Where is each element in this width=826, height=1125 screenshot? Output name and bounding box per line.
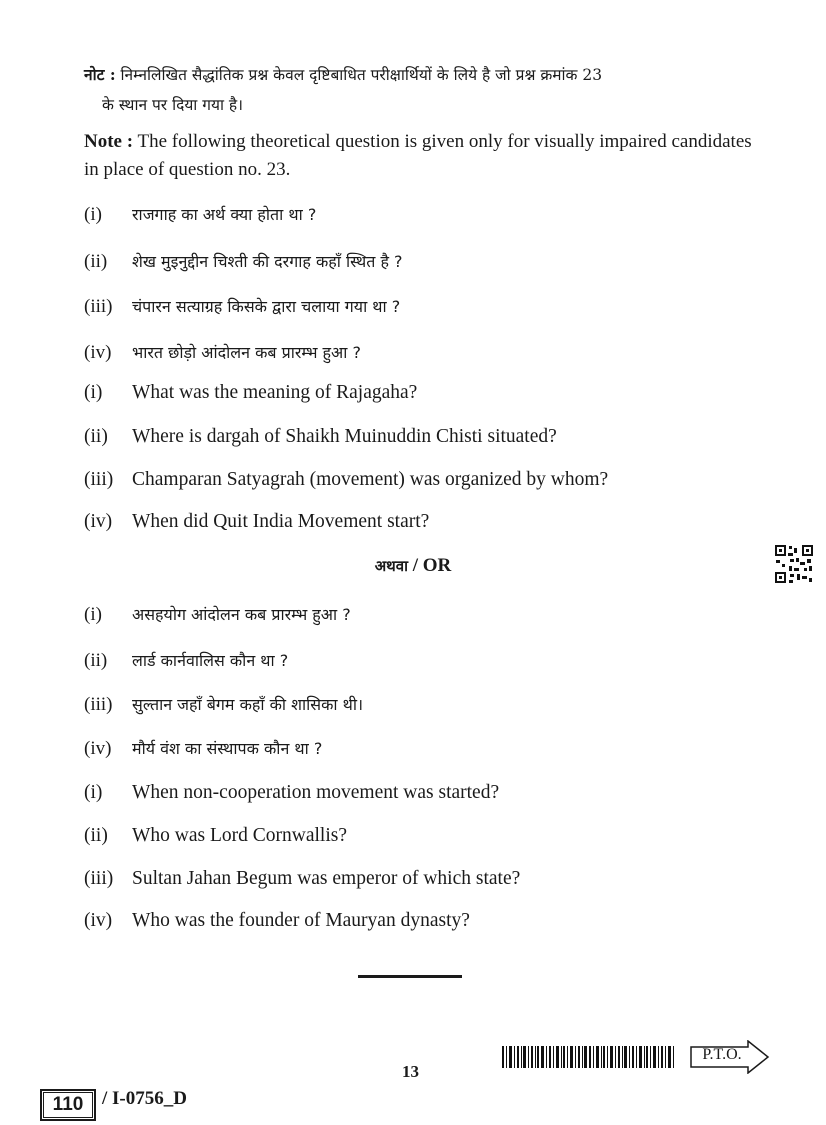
page-number: 13 [402, 1062, 419, 1081]
note-hindi-line2: के स्थान पर दिया गया है। [102, 96, 244, 114]
question-text: What was the meaning of Rajagaha? [132, 382, 418, 403]
question-number: (iv) [84, 511, 113, 532]
question-number: (iii) [84, 694, 113, 715]
question-number: (ii) [84, 825, 108, 846]
note-english-lead: Note : [84, 131, 134, 152]
or-hindi: अथवा [374, 557, 408, 575]
paper-code-box: 110 [40, 1089, 96, 1121]
question-text: राजगाह का अर्थ क्या होता था ? [132, 205, 317, 224]
question-number: (ii) [84, 251, 108, 272]
note-hindi-lead: नोट : [84, 65, 116, 84]
question-hi-8 [84, 737, 322, 760]
question-hi-4 [84, 341, 361, 364]
pto-label: P.T.O. [702, 1046, 742, 1063]
question-text: Who was Lord Cornwallis? [132, 825, 347, 846]
question-en-1 [84, 382, 417, 404]
question-text: सुल्तान जहाँ बेगम कहाँ की शासिका थी। [132, 695, 364, 714]
question-number: (iii) [84, 296, 113, 317]
question-number: (i) [84, 604, 102, 625]
question-hi-6 [84, 649, 288, 672]
or-english: OR [422, 555, 452, 576]
question-text: लार्ड कार्नवालिस कौन था ? [132, 651, 289, 670]
question-en-5 [84, 782, 499, 804]
question-en-3 [84, 469, 608, 491]
question-number: (iv) [84, 910, 113, 931]
question-en-2 [84, 426, 557, 448]
note-english-text: The following theoretical question is given only for visually impaired candidates in place of question no. 23. [84, 131, 752, 180]
question-hi-7 [84, 693, 363, 716]
qr-code-icon [774, 544, 814, 584]
question-number: (iii) [84, 868, 114, 889]
question-text: Where is dargah of Shaikh Muinuddin Chisti situated? [132, 426, 557, 447]
question-hi-3 [84, 295, 400, 318]
end-of-section-rule [358, 975, 462, 978]
question-text: Sultan Jahan Begum was emperor of which state? [132, 868, 521, 889]
question-hi-2 [84, 250, 403, 273]
question-text: शेख मुइनुद्दीन चिश्ती की दरगाह कहाँ स्थित है ? [132, 252, 403, 271]
question-text: When non-cooperation movement was started? [132, 782, 500, 803]
question-en-6 [84, 825, 347, 847]
question-en-4 [84, 511, 429, 533]
question-number: (i) [84, 204, 102, 225]
or-divider [0, 555, 826, 577]
question-hi-5 [84, 603, 351, 626]
question-number: (iv) [84, 738, 112, 759]
question-number: (i) [84, 782, 103, 803]
or-separator: / [408, 555, 423, 576]
question-number: (i) [84, 382, 103, 403]
question-text: Champaran Satyagrah (movement) was organized by whom? [132, 469, 609, 490]
question-text: Who was the founder of Mauryan dynasty? [132, 910, 470, 931]
question-text: असहयोग आंदोलन कब प्रारम्भ हुआ ? [132, 605, 351, 624]
note-english [84, 128, 764, 184]
note-hindi [84, 60, 764, 120]
question-hi-1 [84, 203, 316, 226]
question-en-8 [84, 910, 470, 932]
question-text: When did Quit India Movement start? [132, 511, 430, 532]
note-hindi-line1: निम्नलिखित सैद्धांतिक प्रश्न केवल दृष्टिबाधित परीक्षार्थियों के लिये है जो प्रश्न क्रमांक 23 [120, 66, 603, 84]
barcode-icon [502, 1046, 674, 1068]
question-text: मौर्य वंश का संस्थापक कौन था ? [132, 739, 323, 758]
paper-code: / I-0756_D [102, 1088, 187, 1109]
question-en-7 [84, 868, 520, 890]
question-text: भारत छोड़ो आंदोलन कब प्रारम्भ हुआ ? [132, 343, 361, 362]
question-number: (ii) [84, 426, 108, 447]
question-text: चंपारन सत्याग्रह किसके द्वारा चलाया गया था ? [132, 297, 401, 316]
question-number: (iv) [84, 342, 112, 363]
question-number: (iii) [84, 469, 114, 490]
question-number: (ii) [84, 650, 108, 671]
